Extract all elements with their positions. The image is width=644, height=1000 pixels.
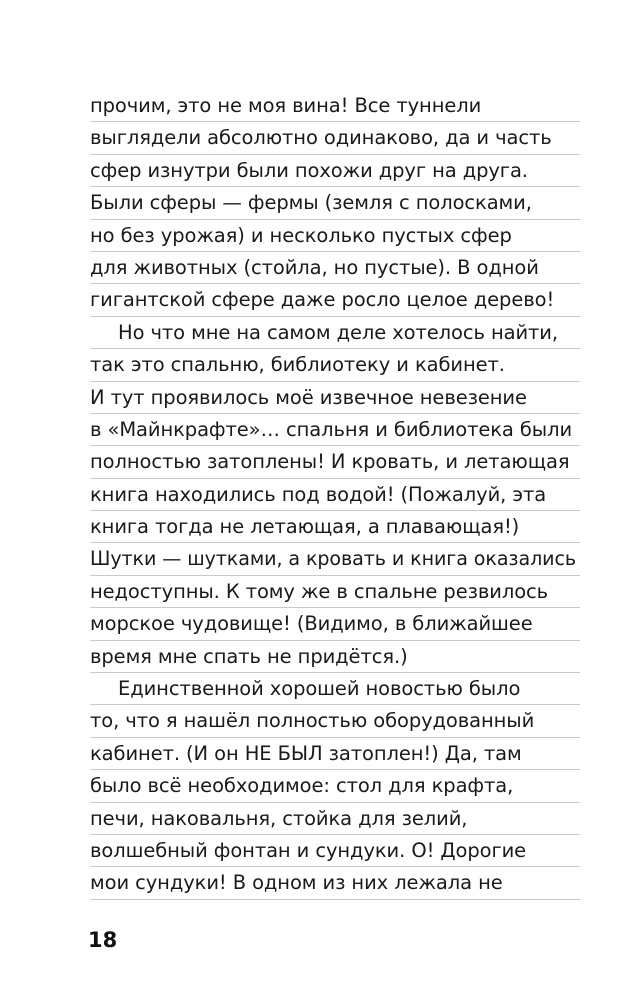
text-line-content: И тут проявилось моё извечное невезение [90,385,527,409]
text-line-content: для животных (стойла, но пустые). В одной [90,255,539,279]
text-line-content: выглядели абсолютно одинаково, да и часть [90,126,552,150]
text-line [90,90,580,122]
text-line-content: гигантской сфере даже росло целое дерево! [90,288,555,312]
text-line [90,738,580,770]
text-line [90,479,580,511]
text-line-content: волшебный фонтан и сундуки. О! Дорогие [90,838,527,862]
text-line [90,155,580,187]
text-line [90,803,580,835]
text-line-content: книга тогда не летающая, а плавающая!) [90,515,520,539]
text-line-content: так это спальню, библиотеку и кабинет. [90,353,505,377]
text-line-content: печи, наковальня, стойка для зелий, [90,806,468,830]
text-line [90,220,580,252]
text-line [90,349,580,381]
text-line-content: сфер изнутри были похожи друг на друга. [90,158,528,182]
text-line [90,576,580,608]
text-line [90,252,580,284]
text-line [90,835,580,867]
text-line [90,867,580,899]
text-line-content: было всё необходимое: стол для крафта, [90,774,514,798]
text-line-content: мои сундуки! В одном из них лежала не [90,871,503,895]
ruled-text-block [90,90,580,900]
text-line-content: Но что мне на самом деле хотелось найти, [118,320,558,344]
text-line-content: книга находились под водой! (Пожалуй, эта [90,482,547,506]
page-number: 18 [88,928,118,952]
text-line [90,641,580,673]
text-line [90,382,580,414]
text-line [90,414,580,446]
text-line [90,543,580,575]
text-line [90,284,580,316]
text-line [90,770,580,802]
text-line-content: недоступны. К тому же в спальне резвилось [90,579,549,603]
text-line [90,187,580,219]
text-line-content: Шутки — шутками, а кровать и книга оказались [90,547,577,571]
text-line-content: время мне спать не придётся.) [90,644,408,668]
text-line-content: Были сферы — фермы (земля с полосками, [90,191,532,215]
text-line-content: полностью затоплены! И кровать, и летающая [90,450,570,474]
text-line [90,122,580,154]
text-line-content: в «Майнкрафте»… спальня и библиотека были [90,417,573,441]
text-line [90,673,580,705]
text-line-content: то, что я нашёл полностью оборудованный [90,709,535,733]
text-line [90,446,580,478]
text-line-content: прочим, это не моя вина! Все туннели [90,94,482,117]
text-line [90,608,580,640]
text-line-content: кабинет. (И он НЕ БЫЛ затоплен!) Да, там [90,741,522,765]
text-line-content: Единственной хорошей новостью было [118,677,521,701]
text-line [90,705,580,737]
text-line [90,317,580,349]
text-line-content: морское чудовище! (Видимо, в ближайшее [90,612,533,636]
text-line-content: но без урожая) и несколько пустых сфер [90,223,512,247]
text-line [90,511,580,543]
